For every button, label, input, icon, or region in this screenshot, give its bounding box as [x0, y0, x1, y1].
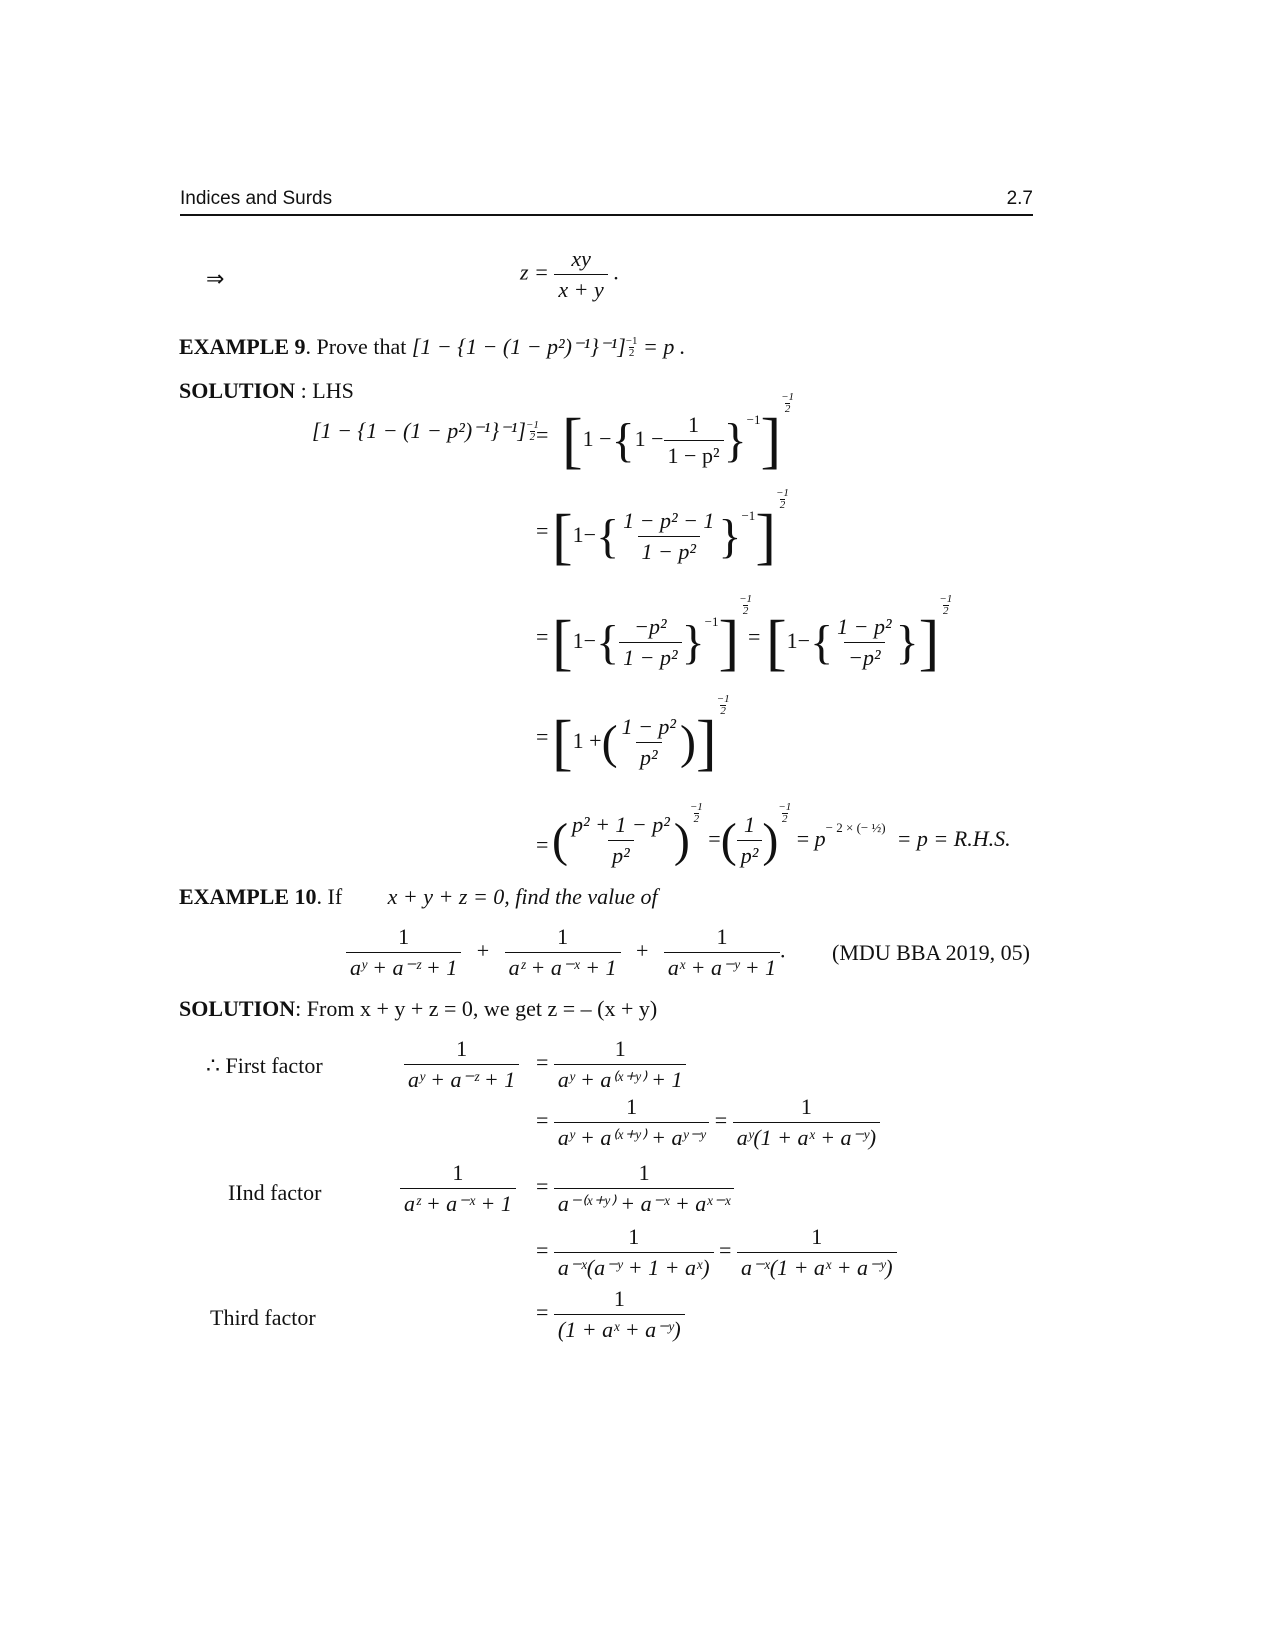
f3-num: 1: [613, 1286, 625, 1311]
second-factor-frac: [400, 1160, 516, 1217]
f1-step2: = $\frac{1}{\text{aʸ + a⁽ˣ⁺ʸ⁾ + aʸ⁻ʸ}}$ = $\frac{1}{\text{aʸ(1 + aˣ + a⁻ʸ)}}$: [536, 1094, 880, 1151]
step3b-num: 1 − p²: [837, 614, 892, 640]
ex10-t3-den: aˣ + a⁻ʸ + 1: [664, 952, 780, 981]
step4-one-plus: 1 +: [572, 728, 602, 753]
ex10-t1-den: aʸ + a⁻ᶻ + 1: [346, 952, 461, 981]
step1-lhs-expr: 1 − {1 − (1 − p²)⁻¹}⁻¹: [320, 418, 518, 443]
f2s1-num: 1: [638, 1160, 650, 1185]
result-den: x + y: [554, 274, 607, 303]
step2-num: 1 − p² − 1: [623, 508, 715, 534]
step1-num: 1: [688, 412, 700, 438]
step2-expr: [1−{ $\frac{\text{1 − p² − 1}}{\text{1 − p²}}$ }$^{-1}$] $\frac{-1}{2}$: [552, 487, 789, 571]
f2-step2: = $\frac{1}{\text{a⁻ˣ(a⁻ʸ + 1 + aˣ)}}$ = $\frac{1}{\text{a⁻ˣ(1 + aˣ + a⁻ʸ)}}$: [536, 1224, 897, 1281]
step5-den: p²: [608, 840, 634, 869]
f3-den: (1 + aˣ + a⁻ʸ): [554, 1314, 685, 1343]
f1s3-den: aʸ(1 + aˣ + a⁻ʸ): [733, 1122, 880, 1151]
step2-den: 1 − p²: [638, 536, 700, 565]
f2s1-den: a⁻⁽ˣ⁺ʸ⁾ + a⁻ˣ + aˣ⁻ˣ: [554, 1188, 734, 1217]
step5b-num: 1: [744, 812, 755, 838]
first-factor-frac: [404, 1036, 519, 1093]
step1-lhs: [1 − {1 − (1 − p²)⁻¹}⁻¹] $\frac{-1}{2}$: [312, 418, 539, 443]
step1-inner-one-minus: 1 −: [634, 426, 664, 451]
result-tail: .: [613, 259, 619, 285]
third-factor-label: Third factor: [210, 1305, 316, 1330]
f1-num: 1: [456, 1036, 468, 1061]
result-fraction: [554, 246, 607, 303]
first-factor-label: ∴ First factor: [206, 1053, 323, 1078]
header-title: Indices and Surds: [180, 188, 333, 209]
f1s3-num: 1: [800, 1094, 812, 1119]
solution10-label: SOLUTION: [179, 996, 296, 1021]
example10-source: (MDU BBA 2019, 05): [832, 940, 1031, 965]
step2-eq: =: [536, 518, 549, 543]
step3b-eq: =: [748, 624, 761, 649]
f2s3-den: a⁻ˣ(1 + aˣ + a⁻ʸ): [737, 1252, 897, 1281]
f1-den: aʸ + a⁻ᶻ + 1: [404, 1064, 519, 1093]
f1s2-num: 1: [626, 1094, 638, 1119]
ex10-t3-num: 1: [716, 924, 728, 949]
solution9-label: SOLUTION: [179, 378, 296, 403]
step1-den: 1 − p²: [664, 440, 724, 469]
example9-text: . Prove that: [305, 334, 407, 359]
running-header: [180, 186, 1033, 216]
step5-exponent: − 2 × (− ½): [825, 820, 886, 835]
step3-eq: =: [536, 624, 549, 649]
step4-den: p²: [636, 742, 662, 771]
f2-den: aᶻ + a⁻ˣ + 1: [400, 1188, 516, 1217]
f1-step1: = $\frac{1}{\text{aʸ + a⁽ˣ⁺ʸ⁾ + 1}}$: [536, 1036, 686, 1093]
ex10-plus2: +: [636, 937, 649, 963]
f2-num: 1: [452, 1160, 464, 1185]
step5-end: = p = R.H.S.: [896, 826, 1011, 851]
example10-statement: [179, 884, 658, 910]
f1s1-num: 1: [614, 1036, 626, 1061]
step5-num: p² + 1 − p²: [571, 812, 670, 838]
solution10-text: : From x + y + z = 0, we get z = – (x + y): [295, 996, 658, 1021]
result-equation: [520, 246, 619, 303]
solution9-text: : LHS: [295, 378, 354, 403]
step3b-expr: [1−{ $\frac{\text{1 − p²}}{\text{−p²}}$ }] $\frac{-1}{2}$: [766, 593, 953, 677]
f1s2-den: aʸ + a⁽ˣ⁺ʸ⁾ + aʸ⁻ʸ: [554, 1122, 709, 1151]
step3-num: −p²: [634, 614, 667, 640]
example10-label: EXAMPLE 10: [179, 884, 317, 909]
implies-arrow: ⇒: [206, 266, 225, 291]
step5-eq: =: [536, 832, 549, 857]
ex10-t1-num: 1: [398, 924, 410, 949]
example10-condition: x + y + z = 0, find the value of: [387, 884, 658, 909]
result-lhs: z =: [520, 259, 549, 285]
result-num: xy: [571, 246, 591, 271]
step5b-den: p²: [737, 840, 763, 869]
step3b-den: −p²: [844, 642, 884, 671]
solution9-heading: [179, 378, 354, 404]
f2s3-num: 1: [811, 1224, 823, 1249]
f1s1-den: aʸ + a⁽ˣ⁺ʸ⁾ + 1: [554, 1064, 687, 1093]
f2s2-den: a⁻ˣ(a⁻ʸ + 1 + aˣ): [554, 1252, 714, 1281]
second-factor-label: IInd factor: [228, 1180, 322, 1205]
ex10-t2-den: aᶻ + a⁻ˣ + 1: [505, 952, 621, 981]
f2s2-num: 1: [628, 1224, 640, 1249]
example9-label: EXAMPLE 9: [179, 334, 306, 359]
ex10-t2-num: 1: [557, 924, 569, 949]
example9-expr: 1 − {1 − (1 − p²)⁻¹}⁻¹: [420, 334, 618, 359]
example9-rhs: = p .: [642, 334, 686, 359]
step5-expr: ( $\frac{\text{p² + 1 − p²}}{\text{p²}}$ ) $\frac{-1}{2}$ =( $\frac{1}{\text{p²}}$ ) $\frac{-1}{2}$ = $p^{- 2 \times (- \frac{1}{2})} = p = R.H.S$.: [552, 801, 1011, 869]
f3-step: = $\frac{1}{\text{(1 + aˣ + a⁻ʸ)}}$: [536, 1286, 685, 1343]
step1-one-minus: 1 −: [582, 426, 612, 451]
solution10-heading: [179, 996, 657, 1022]
example9-statement: EXAMPLE 9. Prove that [1 − {1 − (1 − p²)⁻¹}⁻¹] $\frac{-1}{2}$ = p .: [179, 334, 686, 359]
step4-expr: [1 +( $\frac{\text{1 − p²}}{\text{p²}}$ )] $\frac{-1}{2}$: [552, 693, 730, 777]
step4-num: 1 − p²: [621, 714, 677, 740]
example10-text: . If: [316, 884, 343, 909]
step3-expr: [1−{ $\frac{\text{−p²}}{\text{1 − p²}}$ }$^{-1}$] $\frac{-1}{2}$: [552, 593, 753, 677]
ex10-plus1: +: [476, 937, 490, 963]
step1-rhs: [1 −{1 − $\frac{1}{\text{1 − p²}}$ }$^{-1}$] $\frac{-1}{2}$: [562, 391, 795, 475]
f2-step1: = $\frac{1}{\text{a⁻⁽ˣ⁺ʸ⁾ + a⁻ˣ + aˣ⁻ˣ}}$: [536, 1160, 734, 1217]
example9-power: $\frac{-1}{2}$: [625, 335, 638, 359]
step3-den: 1 − p²: [619, 642, 681, 671]
step4-eq: =: [536, 724, 549, 749]
step1-eq: =: [536, 422, 549, 447]
page-number: 2.7: [1006, 188, 1033, 209]
example10-sum: $\frac{1}{\text{aʸ + a⁻ᶻ + 1}}$ + $\frac{1}{\text{aᶻ + a⁻ˣ + 1}}$ + $\frac{1}{\text{aˣ + a⁻ʸ + 1}}$ .: [346, 924, 786, 981]
